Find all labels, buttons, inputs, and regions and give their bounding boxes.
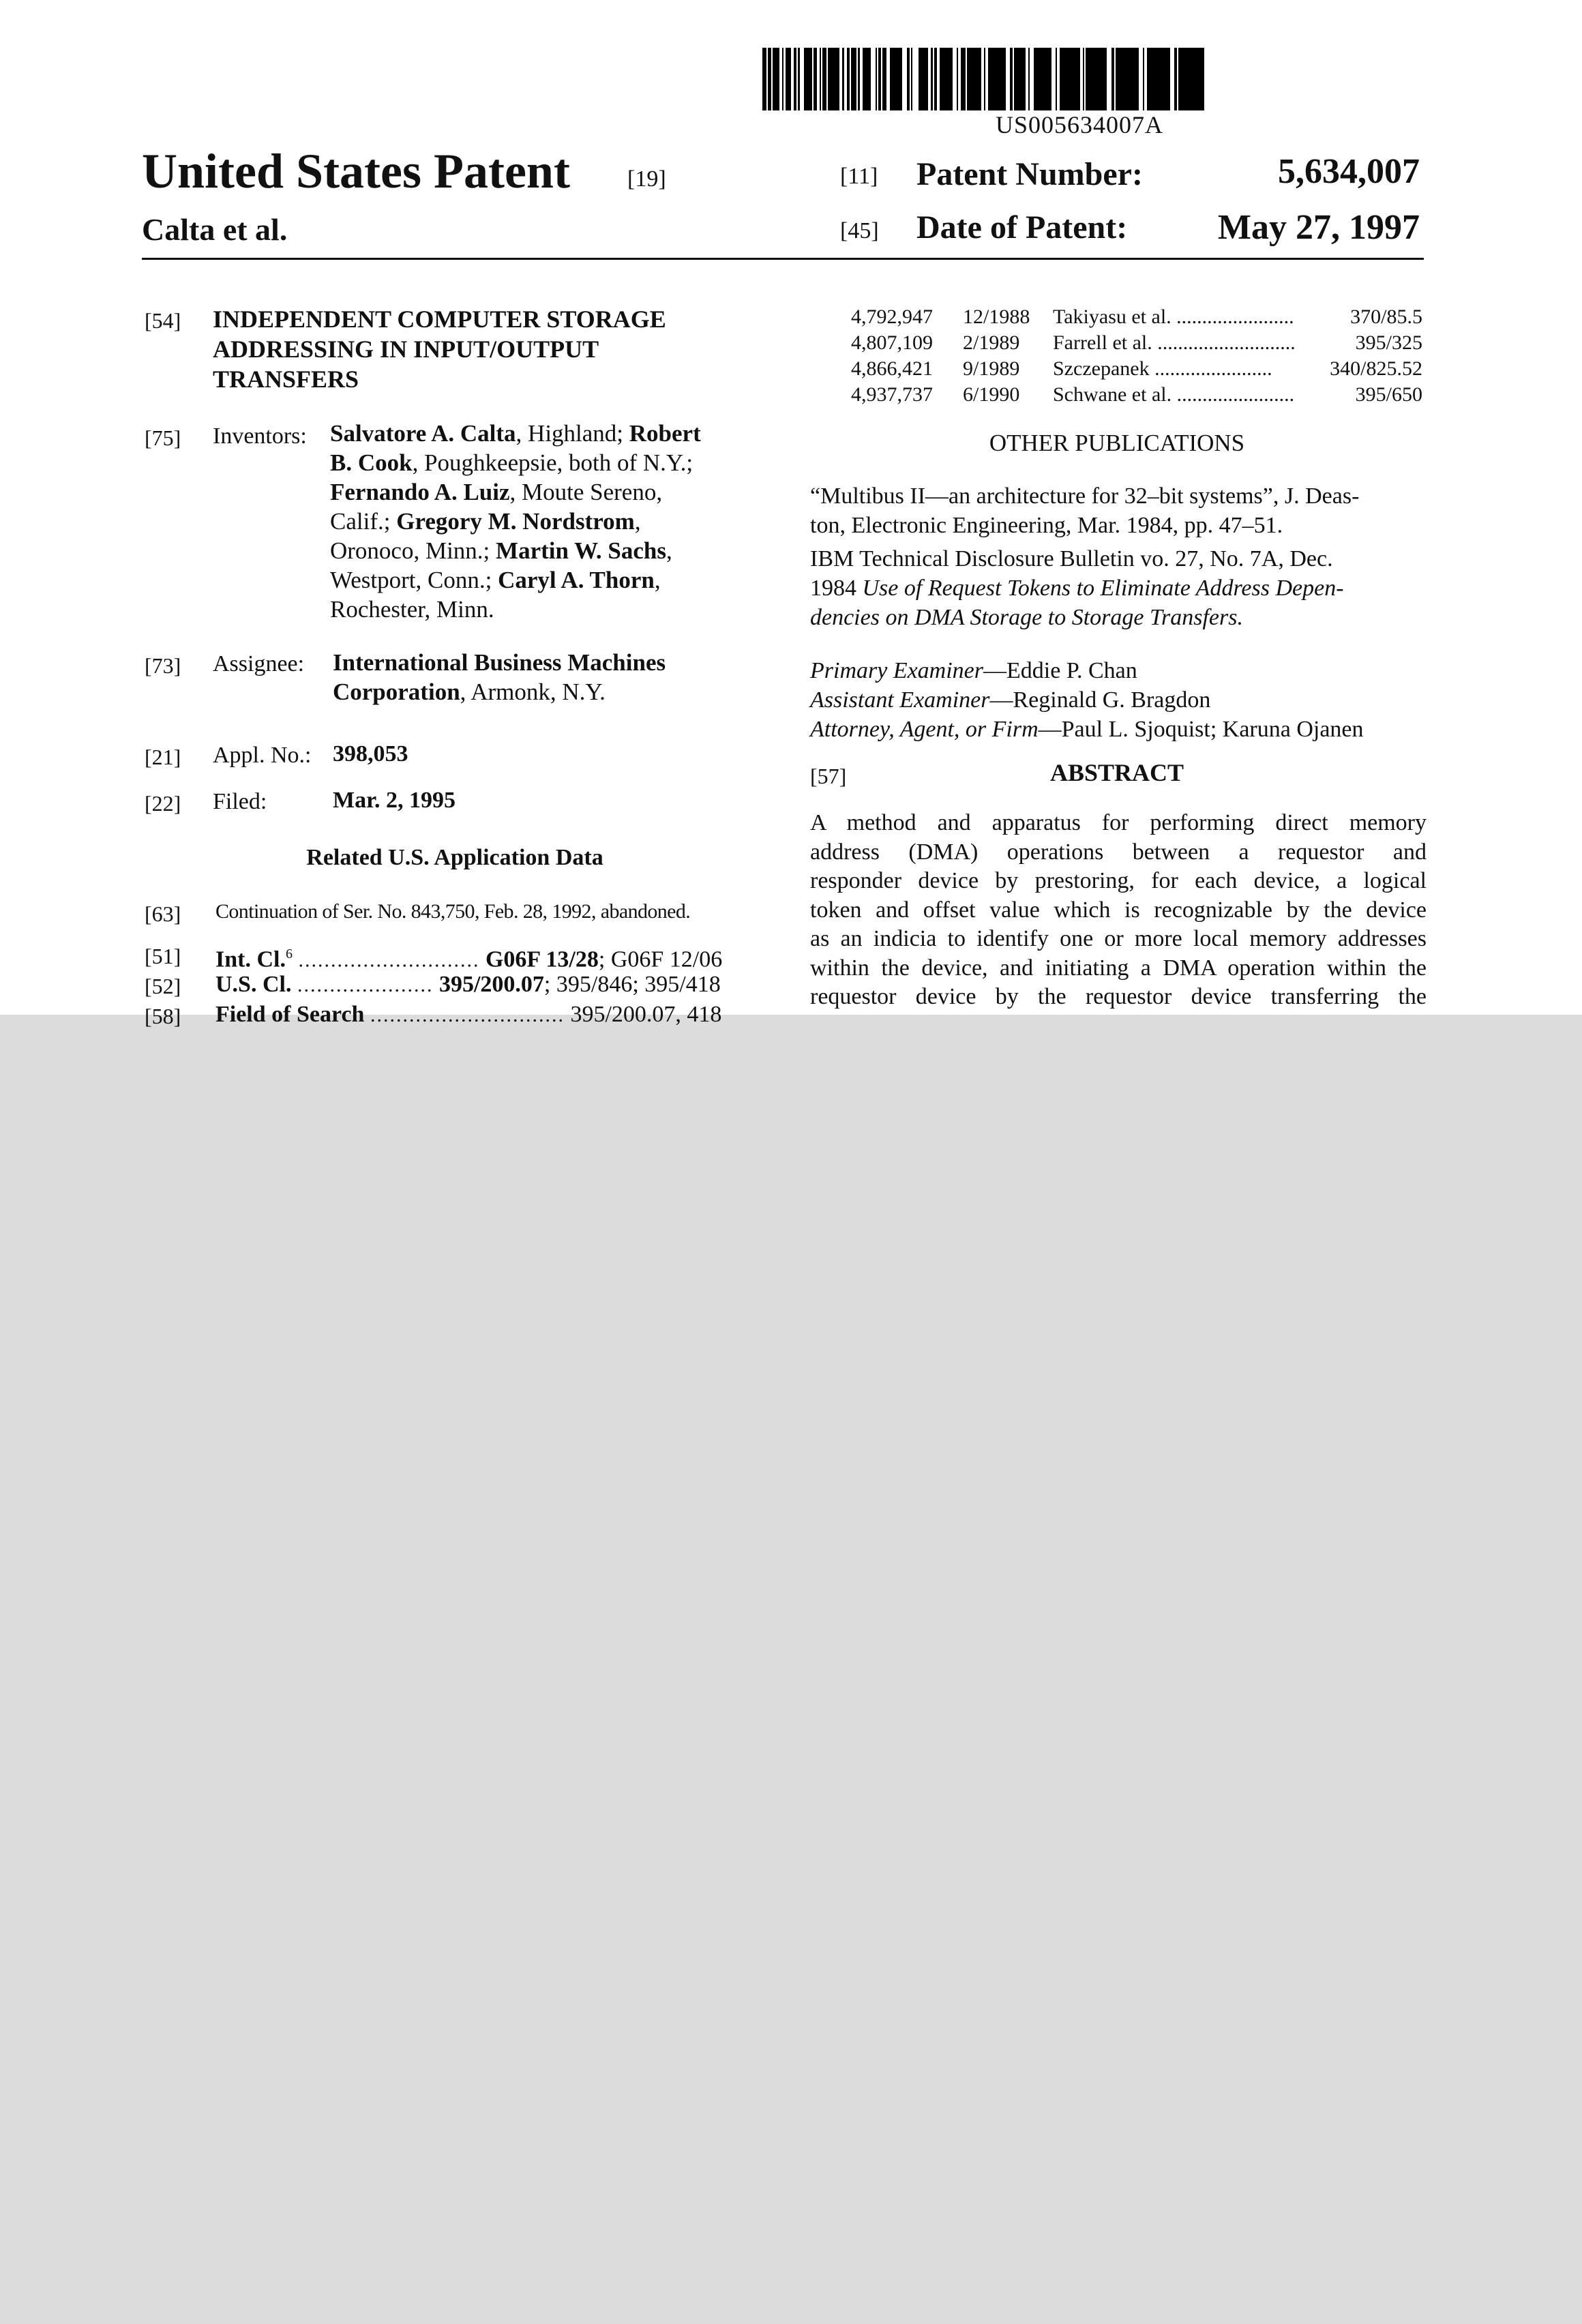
- reference-number: 4,792,947: [851, 306, 933, 328]
- publication-line: ton, Electronic Engineering, Mar. 1984, pp. 47–51.: [810, 513, 1283, 538]
- barcode-bar: [851, 48, 856, 110]
- abstract-line: A method and apparatus for performing direct memory: [810, 810, 1427, 835]
- barcode-bar: [967, 48, 981, 110]
- assignee-label: Assignee:: [213, 651, 305, 676]
- patent-page: [0, 0, 1582, 1028]
- publication-line: 1984 Use of Request Tokens to Eliminate Address Depen-: [810, 576, 1344, 601]
- assignee-code: [73]: [145, 653, 181, 678]
- related-heading: Related U.S. Application Data: [306, 845, 603, 870]
- patent-number-label: Patent Number:: [916, 156, 1143, 192]
- invention-title-line: TRANSFERS: [213, 366, 359, 393]
- appl-no: 398,053: [333, 741, 408, 766]
- continuation-code: [63]: [145, 902, 181, 926]
- barcode-bar: [890, 48, 903, 110]
- assignee: [333, 648, 666, 706]
- uscl-code: [52]: [145, 974, 181, 998]
- date-label: Date of Patent:: [916, 209, 1128, 245]
- barcode-bar: [1086, 48, 1107, 110]
- abstract-line: as an indicia to identify one or more local memory addresses: [810, 926, 1427, 951]
- abstract-line: address (DMA) operations between a requestor and: [810, 839, 1427, 865]
- reference-class: 340/825.52: [1330, 357, 1422, 380]
- reference-name: Takiyasu et al. .......................: [1053, 306, 1294, 328]
- reference-number: 4,866,421: [851, 357, 933, 380]
- barcode-bar: [988, 48, 1005, 110]
- appl-code: [21]: [145, 745, 181, 769]
- reference-number: 4,937,737: [851, 383, 933, 406]
- filed-code: [22]: [145, 791, 181, 816]
- barcode: [762, 48, 1417, 110]
- continuation-text: Continuation of Ser. No. 843,750, Feb. 28, 1992, abandoned.: [215, 900, 691, 923]
- abstract-body: [810, 809, 1427, 1012]
- invention-title: [213, 304, 666, 394]
- inventor-line: Rochester, Minn.: [330, 596, 494, 623]
- filed-label: Filed:: [213, 789, 267, 814]
- abstract-code: [57]: [810, 764, 847, 788]
- reference-class: 395/650: [1355, 383, 1422, 406]
- other-publications-heading: OTHER PUBLICATIONS: [989, 430, 1245, 456]
- reference-date: 9/1989: [963, 357, 1020, 380]
- filed-date: Mar. 2, 1995: [333, 788, 456, 813]
- assignee-line: Corporation, Armonk, N.Y.: [333, 679, 606, 705]
- title-field-code: [54]: [145, 308, 181, 333]
- abstract-line: requestor device by the requestor device transferring the: [810, 984, 1427, 1009]
- reference-date: 2/1989: [963, 331, 1020, 354]
- barcode-bar: [1060, 48, 1079, 110]
- reference-class: 370/85.5: [1350, 306, 1422, 328]
- appl-label: Appl. No.:: [213, 743, 312, 768]
- patent-number: 5,634,007: [1278, 152, 1420, 191]
- barcode-bar: [1147, 48, 1170, 110]
- patent-title: United States Patent: [142, 144, 570, 198]
- barcode-bar: [863, 48, 871, 110]
- inventor-line: Oronoco, Minn.; Martin W. Sachs,: [330, 537, 672, 564]
- patent-date: May 27, 1997: [1217, 208, 1420, 247]
- barcode-number: US005634007A: [996, 111, 1164, 138]
- inventor-line: B. Cook, Poughkeepsie, both of N.Y.;: [330, 449, 693, 476]
- barcode-bar: [828, 48, 839, 110]
- inventor-line: Fernando A. Luiz, Moute Sereno,: [330, 479, 663, 505]
- inventors-code: [75]: [145, 426, 181, 450]
- reference-date: 6/1990: [963, 383, 1020, 406]
- barcode-bar: [804, 48, 813, 110]
- barcode-bar: [919, 48, 929, 110]
- inventor-line: Salvatore A. Calta, Highland; Robert: [330, 420, 701, 447]
- title-code: [19]: [627, 166, 666, 192]
- field-of-search: Field of Search .............................. 395/200.07, 418: [215, 1002, 722, 1027]
- reference-date: 12/1988: [963, 306, 1030, 328]
- invention-title-line: INDEPENDENT COMPUTER STORAGE: [213, 306, 666, 333]
- inventor-line: Calif.; Gregory M. Nordstrom,: [330, 508, 641, 535]
- assistant-examiner: Assistant Examiner—Reginald G. Bragdon: [810, 687, 1211, 713]
- reference-class: 395/325: [1355, 331, 1422, 354]
- int-cl: Int. Cl.$^6$ ............................ G06F 13/28; G06F 12/06: [215, 947, 723, 972]
- authors: Calta et al.: [142, 212, 288, 247]
- barcode-bar: [773, 48, 780, 110]
- barcode-bar: [1178, 48, 1204, 110]
- abstract-line: token and offset value which is recognizable by the device: [810, 897, 1427, 923]
- abstract-line: within the device, and initiating a DMA operation within the: [810, 955, 1427, 981]
- fos-code: [58]: [145, 1004, 181, 1028]
- reference-name: Schwane et al. .......................: [1053, 383, 1295, 406]
- intcl-code: [51]: [145, 944, 181, 968]
- barcode-bar: [1034, 48, 1051, 110]
- publication-2: [810, 544, 1424, 632]
- inventors-list: [330, 419, 701, 624]
- publication-line: “Multibus II—an architecture for 32–bit systems”, J. Deas-: [810, 483, 1360, 509]
- invention-title-line: ADDRESSING IN INPUT/OUTPUT: [213, 336, 599, 363]
- us-cl: U.S. Cl. ..................... 395/200.07; 395/846; 395/418: [215, 972, 721, 997]
- inventor-line: Westport, Conn.; Caryl A. Thorn,: [330, 567, 661, 593]
- publication-line: dencies on DMA Storage to Storage Transfers.: [810, 605, 1243, 630]
- primary-examiner: Primary Examiner—Eddie P. Chan: [810, 658, 1137, 683]
- abstract-line: responder device by prestoring, for each device, a logical: [810, 868, 1427, 893]
- reference-name: Szczepanek .......................: [1053, 357, 1272, 380]
- publication-line: IBM Technical Disclosure Bulletin vo. 27, No. 7A, Dec.: [810, 546, 1333, 571]
- assignee-line: International Business Machines: [333, 649, 666, 676]
- barcode-bar: [1014, 48, 1026, 110]
- barcode-bar: [1116, 48, 1139, 110]
- patent-number-code: [11]: [840, 164, 878, 189]
- reference-name: Farrell et al. ...........................: [1053, 331, 1296, 354]
- barcode-bar: [912, 48, 918, 110]
- publication-1: [810, 481, 1424, 540]
- abstract-heading: ABSTRACT: [1049, 759, 1184, 786]
- inventors-label: Inventors:: [213, 423, 307, 449]
- attorney: Attorney, Agent, or Firm—Paul L. Sjoquist; Karuna Ojanen: [810, 717, 1364, 742]
- barcode-bar: [786, 48, 791, 110]
- header-rule: [142, 258, 1424, 260]
- barcode-bar: [940, 48, 953, 110]
- date-code: [45]: [840, 218, 879, 243]
- reference-number: 4,807,109: [851, 331, 933, 354]
- examiners: [810, 656, 1437, 744]
